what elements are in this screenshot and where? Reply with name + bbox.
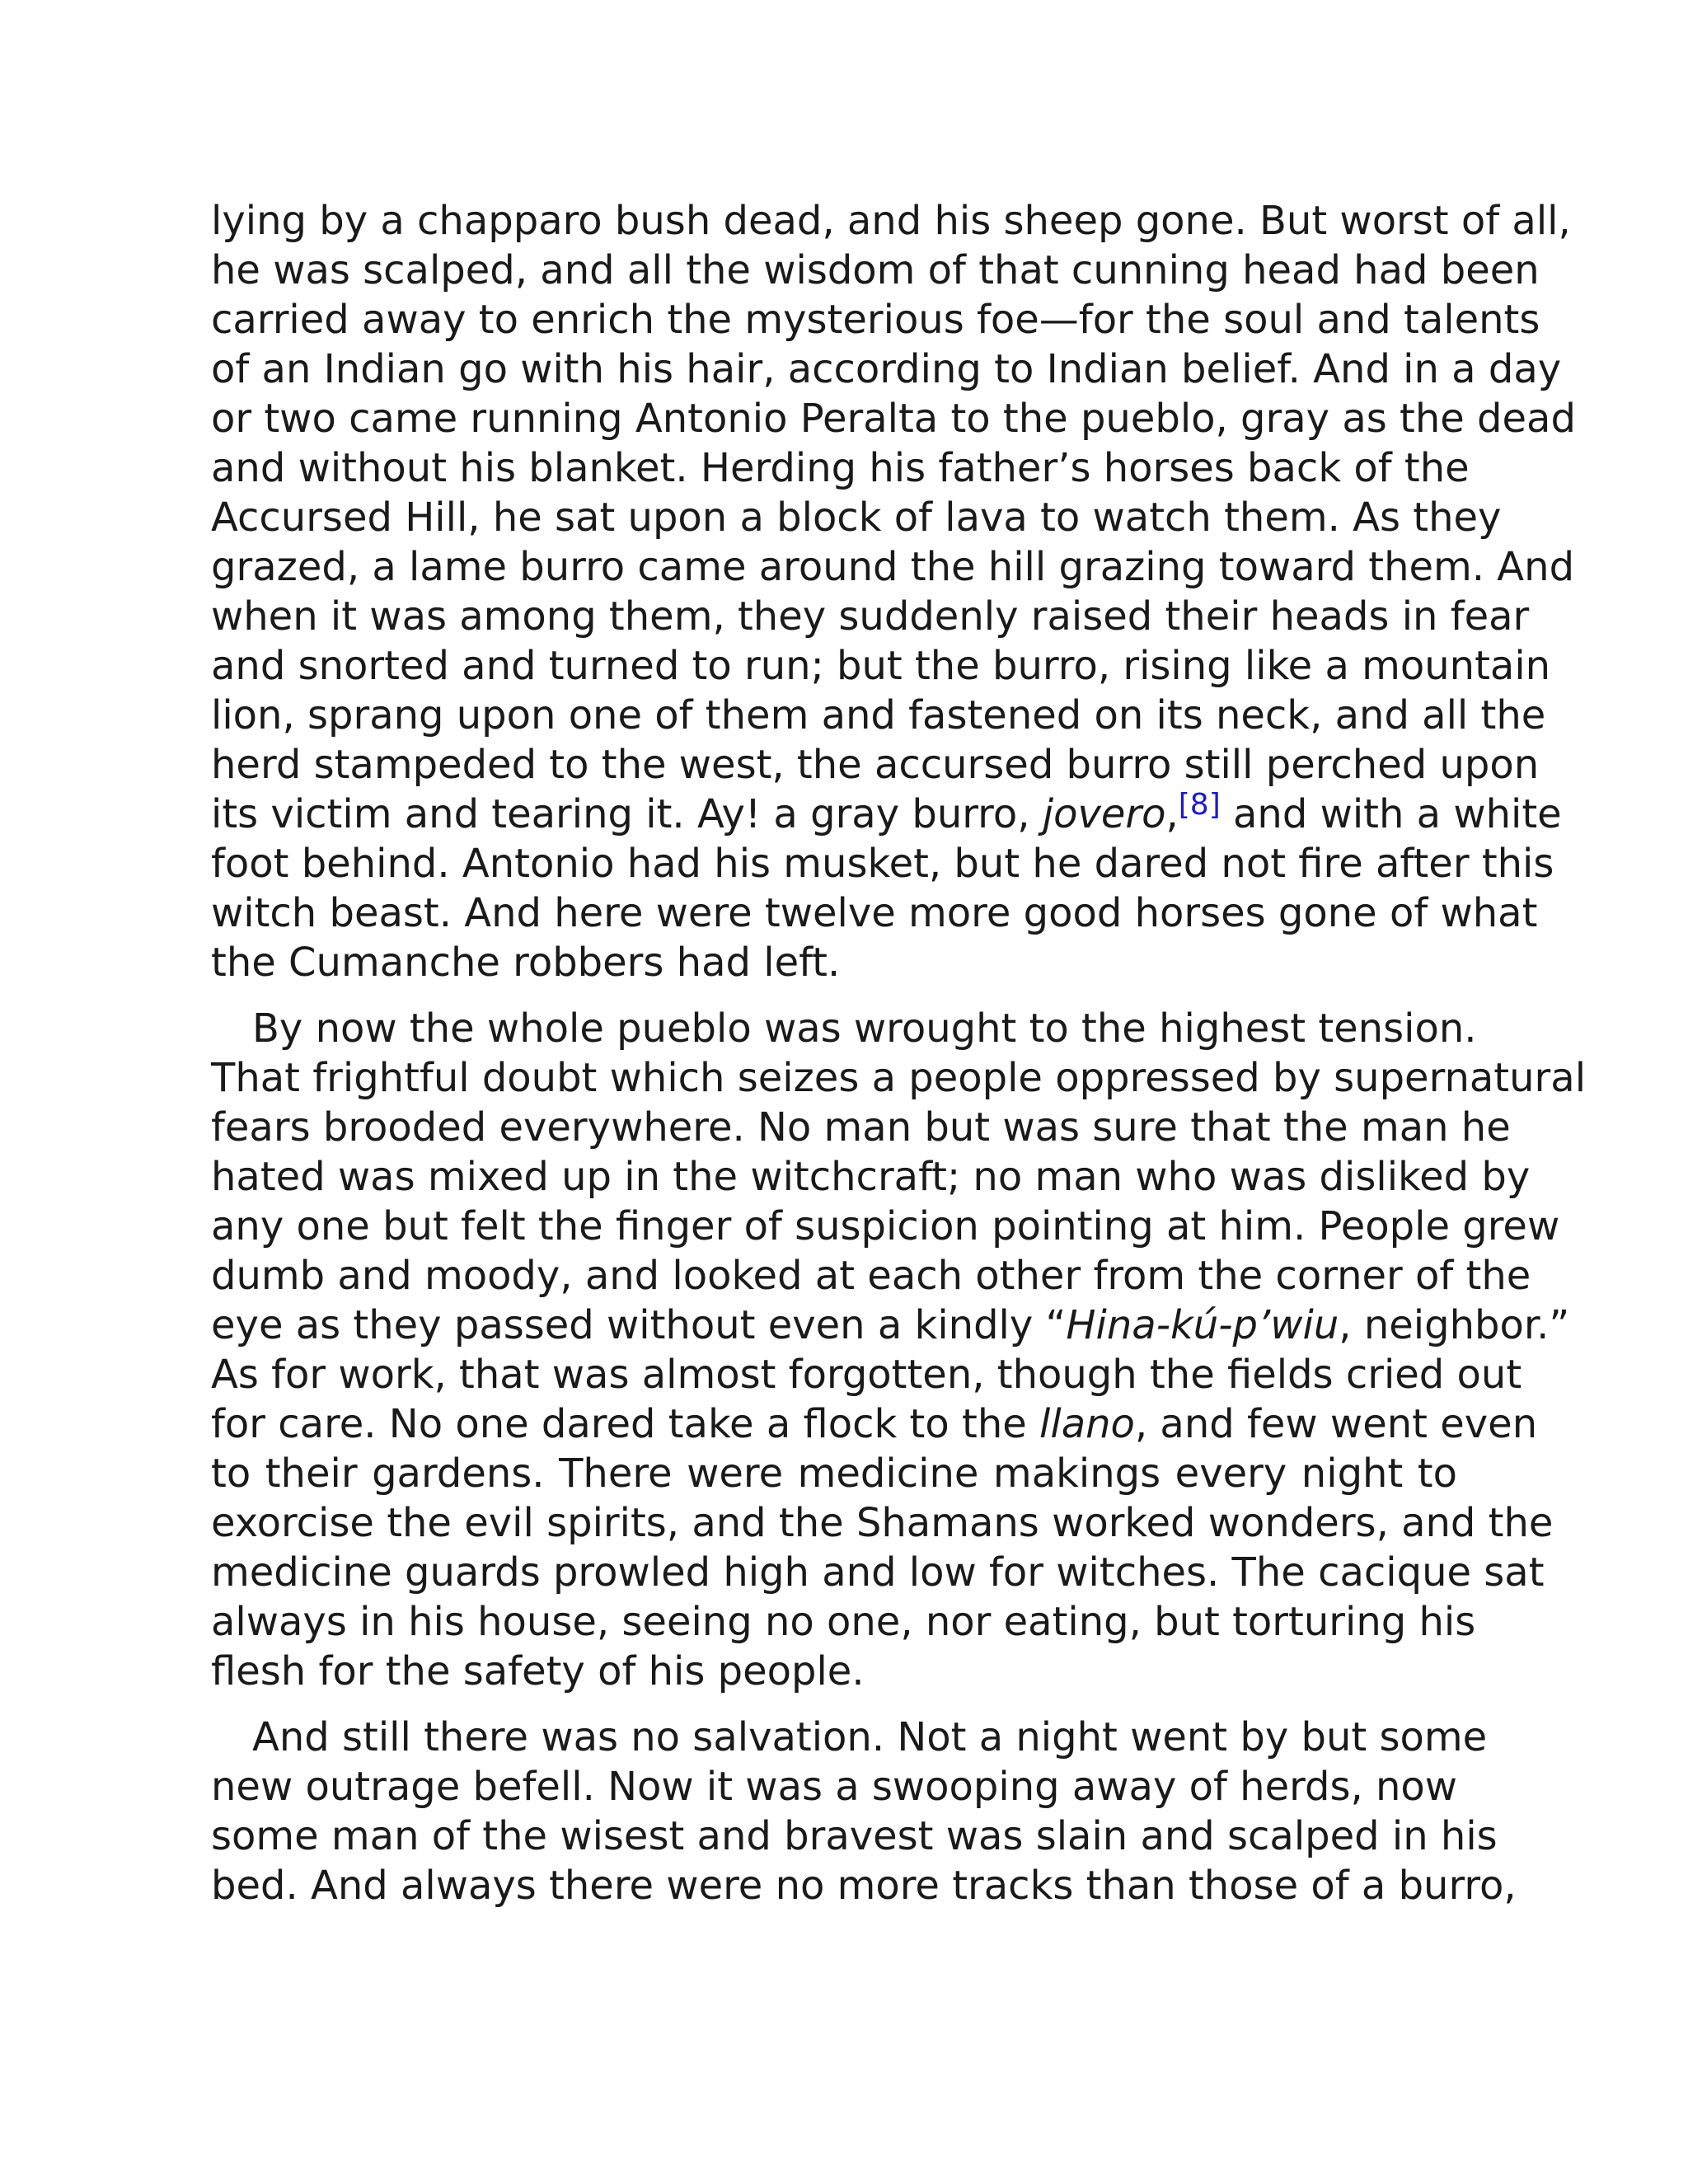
- text-line: hated was mixed up in the witchcraft; no man who was disliked by: [211, 1154, 1531, 1200]
- text-line: lion, sprang upon one of them and fastened on its neck, and all the: [211, 692, 1546, 738]
- text-line: exorcise the evil spirits, and the Shamans worked wonders, and the: [211, 1500, 1554, 1546]
- text-line: new outrage befell. Now it was a swooping away of herds, now: [211, 1764, 1458, 1810]
- italic-term: llano: [1039, 1401, 1135, 1447]
- footnote-link[interactable]: [8]: [1178, 788, 1221, 822]
- italic-term: Hina-kú-p’wiu: [1066, 1302, 1339, 1348]
- text-line: any one but felt the finger of suspicion pointing at him. People grew: [211, 1203, 1560, 1249]
- text-line-with-footnote: [211, 788, 1562, 839]
- text-line: As for work, that was almost forgotten, though the fields cried out: [211, 1352, 1522, 1398]
- text-line: bed. And always there were no more tracks than those of a burro,: [211, 1863, 1517, 1909]
- text-line: he was scalped, and all the wisdom of that cunning head had been: [211, 247, 1540, 293]
- text-line: carried away to enrich the mysterious foe—for the soul and talents: [211, 297, 1540, 343]
- text-line: dumb and moody, and looked at each other from the corner of the: [211, 1253, 1531, 1299]
- text-line: and snorted and turned to run; but the burro, rising like a mountain: [211, 643, 1551, 689]
- text-line-with-italic: [211, 1399, 1538, 1449]
- text-line: medicine guards prowled high and low for witches. The cacique sat: [211, 1549, 1545, 1596]
- text-line: always in his house, seeing no one, nor eating, but torturing his: [211, 1599, 1476, 1645]
- text-line: Accursed Hill, he sat upon a block of lava to watch them. As they: [211, 494, 1502, 541]
- text-line: By now the whole pueblo was wrought to the highest tension.: [252, 1005, 1477, 1052]
- text-line: grazed, a lame burro came around the hill grazing toward them. And: [211, 544, 1575, 590]
- text-line: fears brooded everywhere. No man but was sure that the man he: [211, 1104, 1511, 1151]
- text-fragment: its victim and tearing it. Ay! a gray burro,: [211, 791, 1043, 837]
- text-fragment: for care. No one dared take a flock to the: [211, 1401, 1040, 1447]
- text-line: when it was among them, they suddenly raised their heads in fear: [211, 593, 1530, 640]
- text-line: some man of the wisest and bravest was slain and scalped in his: [211, 1813, 1498, 1859]
- text-line: to their gardens. There were medicine makings every night to: [211, 1451, 1457, 1497]
- paragraph-3: [211, 1713, 1517, 1910]
- text-line: flesh for the safety of his people.: [211, 1648, 865, 1694]
- text-line: That frightful doubt which seizes a people oppressed by supernatural: [211, 1055, 1587, 1101]
- page-body: [211, 196, 1587, 1910]
- paragraph-2: [211, 1004, 1587, 1696]
- text-line: or two came running Antonio Peralta to the pueblo, gray as the dead: [211, 396, 1576, 442]
- text-fragment: eye as they passed without even a kindly “: [211, 1302, 1067, 1348]
- text-line: the Cumanche robbers had left.: [211, 940, 841, 986]
- text-line: lying by a chapparo bush dead, and his sheep gone. But worst of all,: [211, 198, 1571, 244]
- text-line: foot behind. Antonio had his musket, but he dared not fire after this: [211, 841, 1554, 887]
- text-line: and without his blanket. Herding his father’s horses back of the: [211, 445, 1470, 491]
- text-line: witch beast. And here were twelve more good horses gone of what: [211, 890, 1538, 936]
- italic-term: jovero: [1042, 791, 1166, 837]
- text-fragment: , neighbor.”: [1339, 1302, 1570, 1348]
- text-line: of an Indian go with his hair, according to Indian belief. And in a day: [211, 346, 1562, 392]
- text-line: herd stampeded to the west, the accursed burro still perched upon: [211, 742, 1540, 788]
- text-fragment: , and few went even: [1134, 1401, 1538, 1447]
- text-fragment: and with a white: [1220, 791, 1562, 837]
- text-fragment: ,: [1165, 791, 1179, 837]
- text-line: And still there was no salvation. Not a night went by but some: [252, 1714, 1488, 1760]
- text-line-with-italic: [211, 1301, 1570, 1350]
- paragraph-1: [211, 196, 1576, 987]
